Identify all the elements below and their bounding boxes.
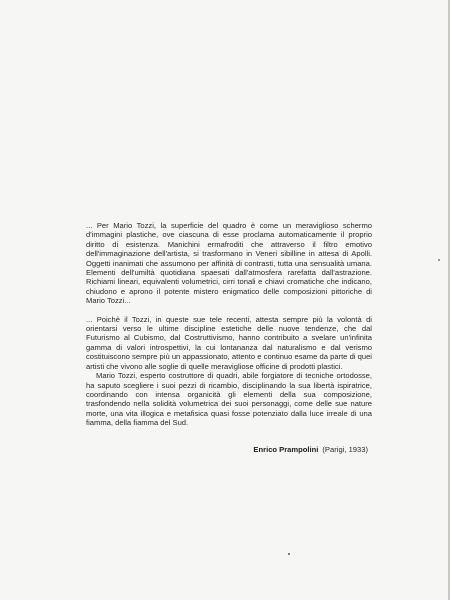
signature [253, 445, 368, 455]
signature-place-date: (Parigi, 1933) [322, 445, 368, 454]
paragraph-1: ... Per Mario Tozzi, la superficie del quadro è come un meraviglioso schermo d'immagini plastiche, ove ciascuna di esse proclama automaticamente il proprio diritto di esistenza. Manichini ermafroditi che attraverso il filtro emotivo dell'immaginazione dell'artista, si trasformano in Veneri sibilline in attesa di Apolli. Oggetti inanimati che assumono per affinità di contrasti, tutta una sensualità umana. Elementi dell'umiltà quotidiana spaesati dall'atmosfera rarefatta dall'astrazione. Richiami lineari, equivalenti volumetrici, cirri tonali e chiavi cromatiche che indicano, chiudono e aprono il potente mistero enigmatico delle composizioni pittoriche di Mario Tozzi... [86, 221, 372, 306]
paper-speck [438, 259, 440, 261]
signature-author: Enrico Prampolini [253, 445, 319, 454]
body-text [86, 221, 372, 428]
paragraph-3: Mario Tozzi, esperto costruttore di quadri, abile forgiatore di tecniche ortodosse, ha saputo scegliere i suoi pezzi di ricambio, disciplinando la sua libertà ispiratrice, coordinando con intensa organicità gli elementi della sua composizione, trasfondendo nella solidità volumetrica dei suoi personaggi, come delle sue nature morte, una vita illogica e metafisica quasi fosse potenziato dalla luce irreale di una fiamma, della fiamma del Sud. [86, 371, 372, 428]
paragraph-2: ... Poichè il Tozzi, in queste sue tele recenti, attesta sempre più la volontà di orientarsi verso le ultime discipline estetiche delle nuove tendenze, che dal Futurismo al Cubismo, dal Costruttivismo, hanno contribuito a svelare un'infinita gamma di valori introspettivi, la cui lontananza dal naturalismo e dal verismo costituiscono sempre più un appassionato, attento e continuo esame da parte di quei artisti che vivono alle soglie di quelle meravigliose officine di prodotti plastici. [86, 314, 372, 371]
paper-speck [288, 553, 290, 555]
paragraph-spacer [86, 306, 372, 315]
